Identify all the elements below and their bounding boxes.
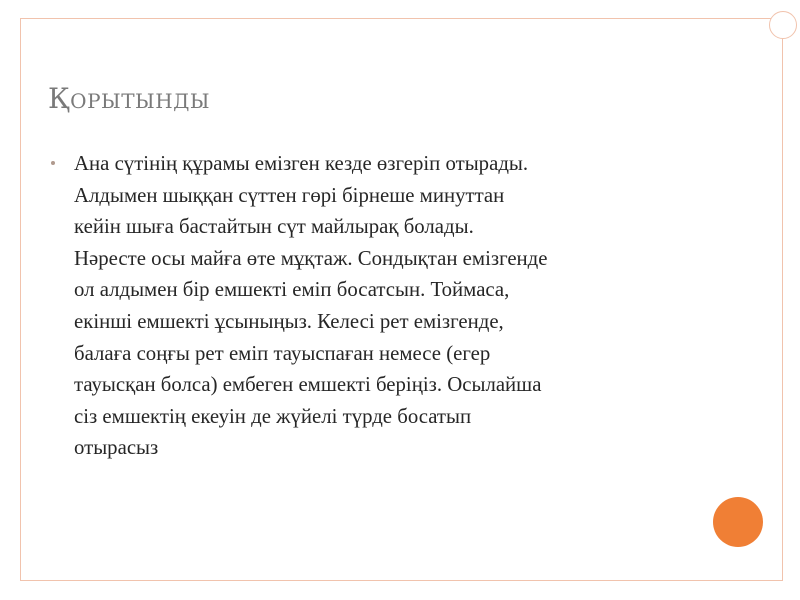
bullet-icon — [51, 161, 55, 165]
decorative-circle-outline — [769, 11, 797, 39]
bullet-text: Ана сүтінің құрамы емізген кезде өзгеріп отырады. Алдымен шыққан сүттен гөрі бірнеше минуттан кейін шыға бастайтын сүт майлырақ болады. Нәресте осы майға өте мұқтаж. Сондықтан емізгенде ол алдымен бір емшекті еміп босатсын. Тоймаса, екінші емшекті ұсыныңыз. Келесі рет емізгенде, балаға соңғы рет еміп тауыспаған немесе (егер тауысқан болса) ембеген емшекті беріңіз. Осылайша сіз емшектің екеуін де жүйелі түрде босатып отырасыз — [74, 152, 548, 460]
slide-title: Қорытынды — [48, 82, 211, 115]
decorative-circle-orange — [713, 497, 763, 547]
